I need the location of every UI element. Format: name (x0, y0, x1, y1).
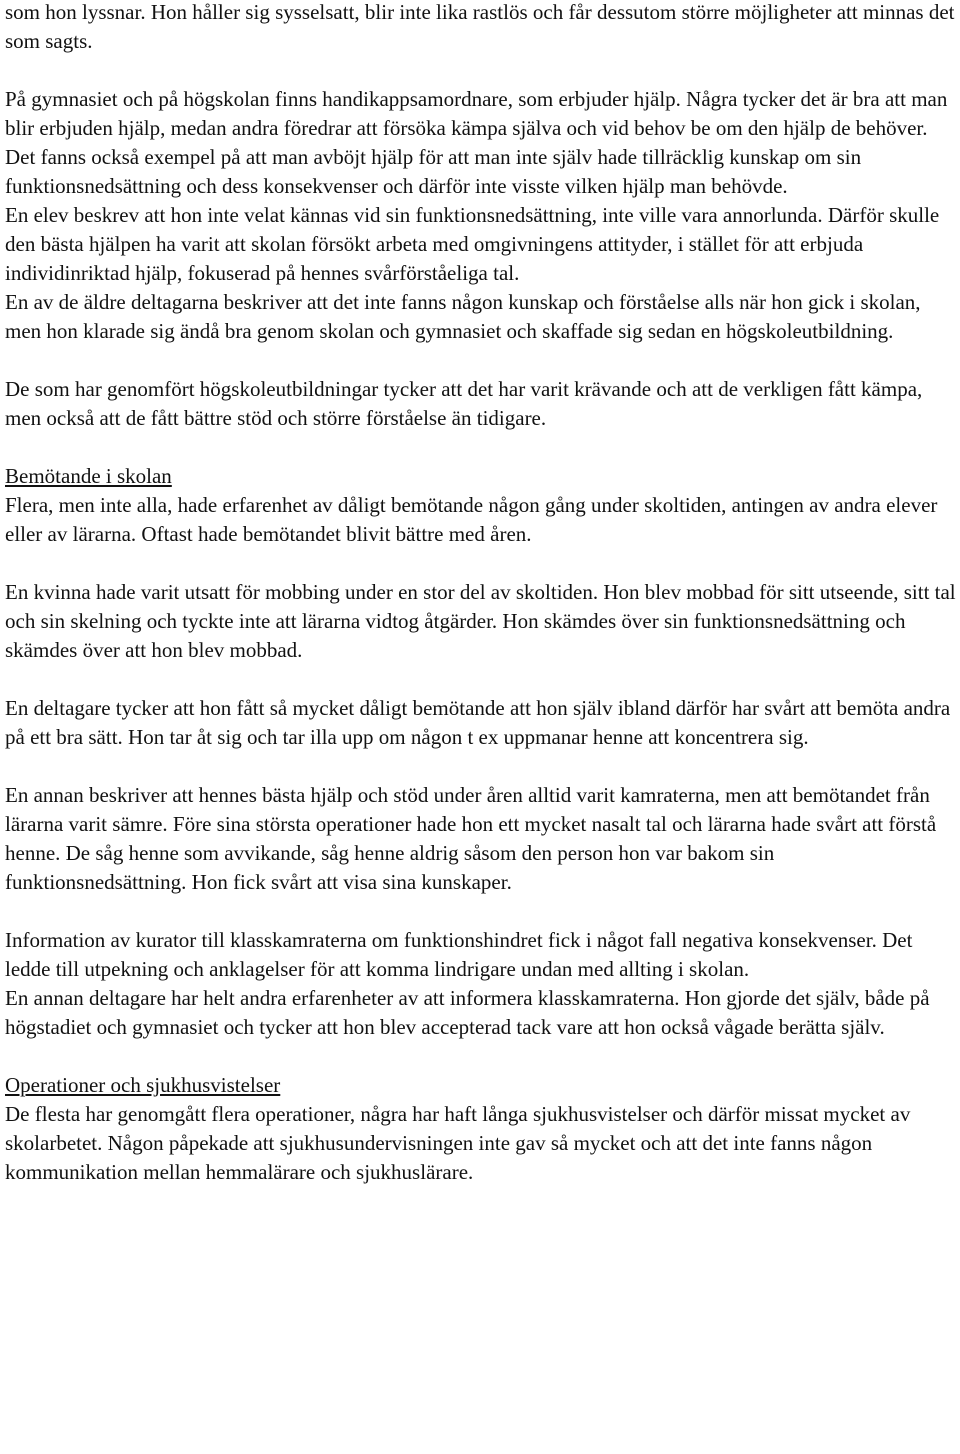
paragraph: Information av kurator till klasskamraterna om funktionshindret fick i något fall negativa konsekvenser. Det ledde till utpekning och anklagelser för att komma lindrigare undan med allting i skolan. (5, 928, 913, 981)
paragraph: Flera, men inte alla, hade erfarenhet av dåligt bemötande någon gång under skoltiden, antingen av andra elever eller av lärarna. Oftast hade bemötandet blivit bättre med åren. (5, 493, 938, 546)
paragraph: En kvinna hade varit utsatt för mobbing under en stor del av skoltiden. Hon blev mobbad för sitt utseende, sitt tal och sin skelning och tyckte inte att lärarna vidtog åtgärder. Hon skämdes över sin funktionsnedsättning och skämdes över att hon blev mobbad. (5, 580, 956, 662)
paragraph: På gymnasiet och på högskolan finns handikappsamordnare, som erbjuder hjälp. Några tycker det är bra att man blir erbjuden hjälp, medan andra föredrar att försöka kämpa själva och vid behov be om den hjälp de behöver. (5, 87, 948, 140)
paragraph-spacer (5, 665, 957, 694)
paragraph: De som har genomfört högskoleutbildningar tycker att det har varit krävande och att de verkligen fått kämpa, men också att de fått bättre stöd och större förståelse än tidigare. (5, 377, 923, 430)
paragraph-spacer (5, 752, 957, 781)
paragraph-spacer (5, 1042, 957, 1071)
paragraph: En annan deltagare har helt andra erfarenheter av att informera klasskamraterna. Hon gjorde det själv, både på högstadiet och gymnasiet och tycker att hon blev accepterad tack vare att hon också vågade berätta själv. (5, 986, 930, 1039)
paragraph: En deltagare tycker att hon fått så mycket dåligt bemötande att hon själv ibland därför har svårt att bemöta andra på ett bra sätt. Hon tar åt sig och tar illa upp om någon t ex uppmanar henne att koncentrera sig. (5, 696, 951, 749)
document-page (5, 0, 957, 1187)
section-heading: Bemötande i skolan (5, 464, 172, 488)
paragraph-spacer (5, 56, 957, 85)
paragraph: Det fanns också exempel på att man avböjt hjälp för att man inte själv hade tillräcklig kunskap om sin funktionsnedsättning och dess konsekvenser och därför inte visste vilken hjälp man behövde. (5, 145, 862, 198)
paragraph-spacer (5, 549, 957, 578)
paragraph-spacer (5, 897, 957, 926)
paragraph-spacer (5, 433, 957, 462)
paragraph: En elev beskrev att hon inte velat kännas vid sin funktionsnedsättning, inte ville vara annorlunda. Därför skulle den bästa hjälpen ha varit att skolan försökt arbeta med omgivningens attityder, i stället för att erbjuda individinriktad hjälp, fokuserad på hennes svårförståeliga tal. (5, 203, 940, 285)
paragraph: En av de äldre deltagarna beskriver att det inte fanns någon kunskap och förståelse alls när hon gick i skolan, men hon klarade sig ändå bra genom skolan och gymnasiet och skaffade sig sedan en högskoleutbildning. (5, 290, 921, 343)
paragraph: De flesta har genomgått flera operationer, några har haft långa sjukhusvistelser och därför missat mycket av skolarbetet. Någon påpekade att sjukhusundervisningen inte gav så mycket och att det inte fanns någon kommunikation mellan hemmalärare och sjukhuslärare. (5, 1102, 911, 1184)
paragraph: som hon lyssnar. Hon håller sig sysselsatt, blir inte lika rastlös och får dessutom större möjligheter att minnas det som sagts. (5, 0, 955, 53)
paragraph: En annan beskriver att hennes bästa hjälp och stöd under åren alltid varit kamraterna, men att bemötandet från lärarna varit sämre. Före sina största operationer hade hon ett mycket nasalt tal och lärarna hade svårt att förstå henne. De såg henne som avvikande, såg henne aldrig såsom den person hon var bakom sin funktionsnedsättning. Hon fick svårt att visa sina kunskaper. (5, 783, 937, 894)
paragraph-spacer (5, 346, 957, 375)
section-heading: Operationer och sjukhusvistelser (5, 1073, 281, 1097)
